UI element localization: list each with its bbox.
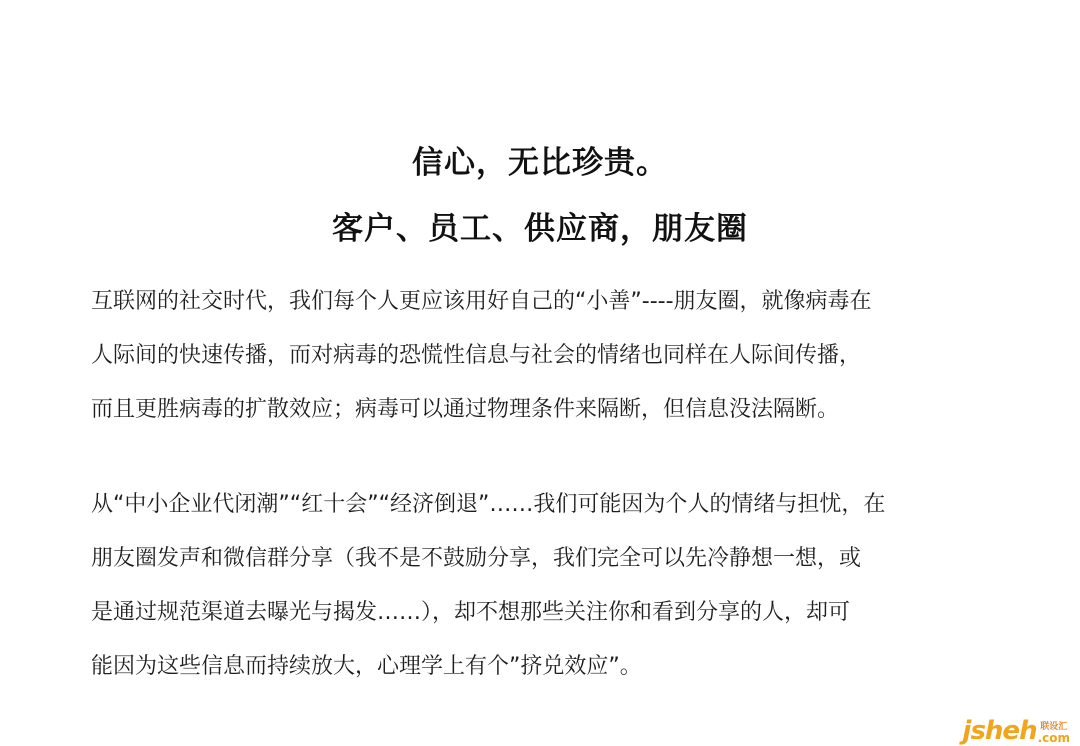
paragraph-2-line: 能因为这些信息而持续放大，心理学上有个”挤兑效应”。 xyxy=(91,654,642,679)
paragraph-1-line: 互联网的社交时代，我们每个人更应该用好自己的“小善”----朋友圈，就像病毒在 xyxy=(91,289,872,314)
paragraph-2-line: 是通过规范渠道去曝光与揭发……），却不想那些关注你和看到分享的人，却可 xyxy=(91,600,851,625)
article-heading: 信心，无比珍贵。 xyxy=(412,145,668,181)
watermark-domain-text: .com xyxy=(1037,731,1070,745)
article-subheading: 客户、员工、供应商，朋友圈 xyxy=(332,211,748,247)
watermark-side xyxy=(1038,723,1070,744)
site-watermark-logo xyxy=(963,718,1070,744)
paragraph-2-line: 从“中小企业代闭潮”“红十会”“经济倒退”……我们可能因为个人的情绪与担忧，在 xyxy=(91,492,886,517)
watermark-cn-text: 联设汇 xyxy=(1040,722,1068,732)
paragraph-1 xyxy=(91,275,991,437)
paragraph-2-line: 朋友圈发声和微信群分享（我不是不鼓励分享，我们完全可以先冷静想一想，或 xyxy=(91,546,862,571)
watermark-main-text: jsheh xyxy=(962,716,1037,746)
paragraph-2 xyxy=(91,478,991,694)
paragraph-1-line: 人际间的快速传播，而对病毒的恐慌性信息与社会的情绪也同样在人际间传播， xyxy=(91,343,862,368)
paragraph-1-line: 而且更胜病毒的扩散效应；病毒可以通过物理条件来隔断，但信息没法隔断。 xyxy=(91,397,840,422)
